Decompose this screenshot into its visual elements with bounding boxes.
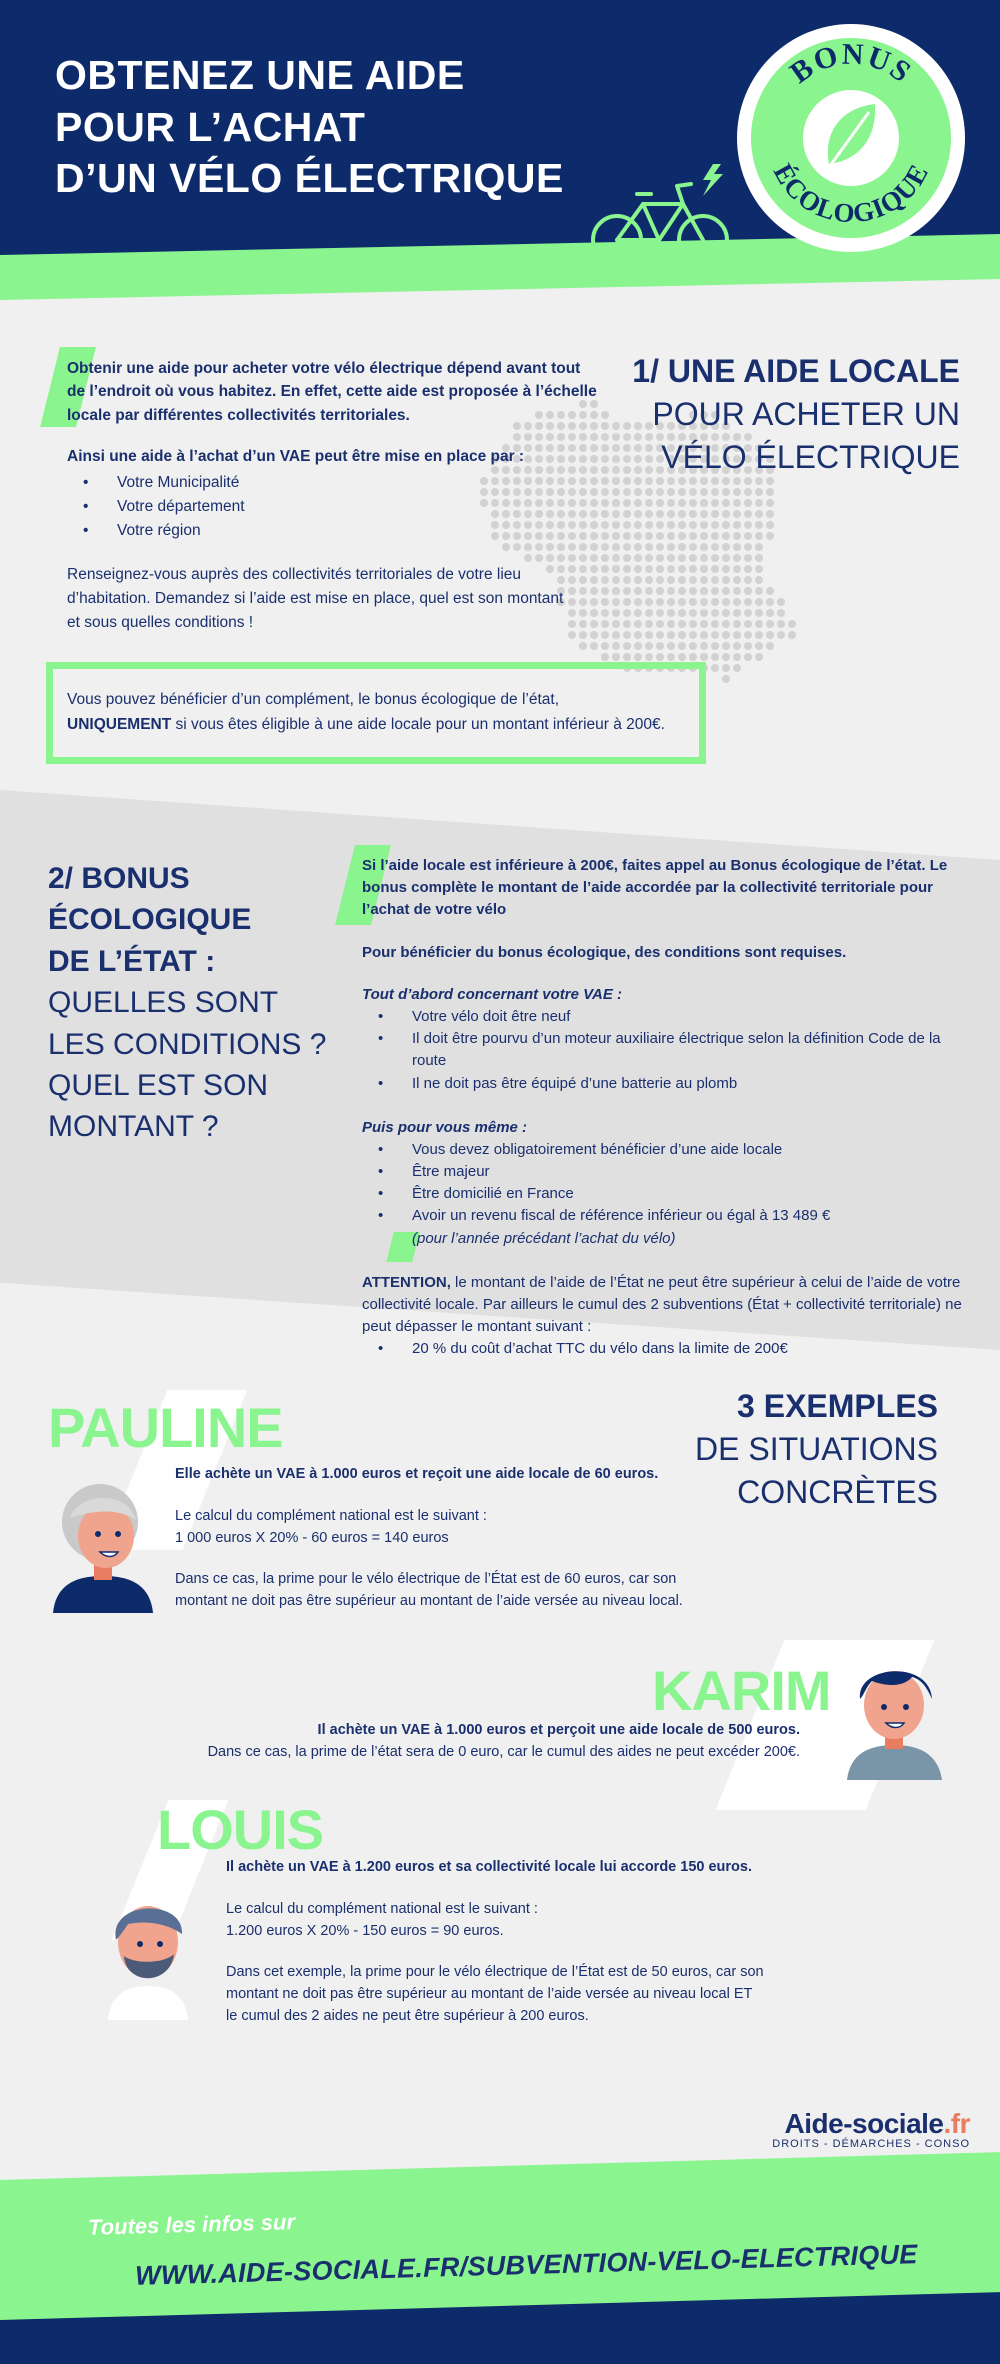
list-item: • Être majeur — [362, 1161, 962, 1183]
svg-text:ÉCOLOGIQUE: ÉCOLOGIQUE — [767, 158, 935, 229]
aide-sociale-logo[interactable]: Aide-sociale.fr DROITS - DÉMARCHES - CONSO — [772, 2108, 970, 2150]
you-heading: Puis pour vous même : — [362, 1118, 528, 1136]
vae-conditions-list — [362, 1006, 962, 1095]
footer-lead: Toutes les infos sur — [87, 2209, 296, 2240]
svg-text:BONUS: BONUS — [784, 37, 919, 90]
list-item: • Votre vélo doit être neuf — [362, 1006, 962, 1028]
section2-title: 2/ BONUS ÉCOLOGIQUE DE L’ÉTAT : QUELLES SONT LES CONDITIONS ? QUEL EST SON MONTANT ? — [48, 862, 327, 1144]
list-item: • Votre région — [67, 519, 467, 543]
list-item: • Il ne doit pas être équipé d’une batterie au plomb — [362, 1073, 962, 1095]
list-item: • Votre département — [67, 495, 467, 519]
examples-title: 3 EXEMPLES DE SITUATIONS CONCRÈTES — [695, 1388, 938, 1510]
revenue-note: (pour l’année précédant l’achat du vélo) — [412, 1229, 676, 1247]
list-item: • Avoir un revenu fiscal de référence inférieur ou égal à 13 489 € — [362, 1205, 962, 1227]
example-text-louis: Il achète un VAE à 1.200 euros et sa collectivité locale lui accorde 150 euros. Le calcul du complément national est le suivant : 1.200 euros X 20% - 150 euros = 90 euros. Dans cet exemple, la prime pour le vélo électrique de l’État est de 50 euros, car son montant ne doit pas être supérieur au montant de l’aide versée au niveau local ET le cumul des 2 aides ne peut être supérieur à 200 euros. — [226, 1859, 764, 2024]
personal-conditions-list — [362, 1139, 962, 1228]
section2-intro: Si l’aide locale est inférieure à 200€, faites appel au Bonus écologique de l’état. Le bonus complète le montant de l’aide accordée par la collectivité territoriale pour l’achat de votre vélo — [362, 857, 948, 919]
example-name-karim: KARIM — [652, 1659, 831, 1722]
example-name-louis: LOUIS — [157, 1798, 324, 1861]
example-text-karim: Il achète un VAE à 1.000 euros et perçoit une aide locale de 500 euros. Dans ce cas, la prime de l’état sera de 0 euro, car le cumul des aides ne peut excéder 200€. — [207, 1722, 800, 1760]
list-item: • Il doit être pourvu d’un moteur auxiliaire électrique selon la définition Code de la route — [362, 1028, 962, 1072]
pauline-avatar — [48, 1478, 158, 1613]
example-name-pauline: PAULINE — [48, 1396, 283, 1459]
louis-avatar — [98, 1890, 198, 2020]
attention-list — [362, 1338, 962, 1360]
page-title: OBTENEZ UNE AIDE POUR L’ACHAT D’UN VÉLO ÉLECTRIQUE — [55, 52, 564, 202]
list-item: • Vous devez obligatoirement bénéficier d’une aide locale — [362, 1139, 962, 1161]
attention-text: ATTENTION, le montant de l’aide de l’État ne peut être supérieur à celui de l’aide de votre collectivité locale. Par ailleurs le cumul des 2 subventions (État + collectivité territoriale) ne peut dépasser le montant suivant : — [362, 1273, 962, 1336]
list-item: • Votre Municipalité — [67, 471, 467, 495]
karim-avatar — [842, 1655, 947, 1780]
section1-lead: Ainsi une aide à l’achat d’un VAE peut être mise en place par : — [67, 448, 525, 465]
collectivites-list — [67, 471, 467, 543]
electric-bike-icon — [585, 160, 735, 272]
example-text-pauline: Elle achète un VAE à 1.000 euros et reçoit une aide locale de 60 euros. Le calcul du complément national est le suivant : 1 000 euros X 20% - 60 euros = 140 euros Dans ce cas, la prime pour le vélo électrique de l’État est de 60 euros, car son montant ne doit pas être supérieur au montant de l’aide versée au niveau local. — [175, 1466, 683, 1609]
bonus-ecologique-badge — [737, 24, 965, 252]
footer-url-link[interactable]: WWW.AIDE-SOCIALE.FR/SUBVENTION-VELO-ELECTRIQUE — [134, 2239, 919, 2291]
vae-heading: Tout d’abord concernant votre VAE : — [362, 985, 623, 1003]
section1-intro: Obtenir une aide pour acheter votre vélo électrique dépend avant tout de l’endroit où vous habitez. En effet, cette aide est proposée à l’échelle locale par différentes collectivités territoriales. — [67, 360, 597, 424]
highlight-box-text: Vous pouvez bénéficier d’un complément, le bonus écologique de l’état, UNIQUEMENT si vous êtes éligible à une aide locale pour un montant inférieur à 200€. — [67, 691, 665, 733]
section2-conditions: Pour bénéficier du bonus écologique, des conditions sont requises. — [362, 943, 847, 961]
section2-content — [362, 855, 962, 1361]
list-item: • 20 % du coût d’achat TTC du vélo dans la limite de 200€ — [362, 1338, 962, 1360]
section1-advice: Renseignez-vous auprès des collectivités territoriales de votre lieu d’habitation. Demandez si l’aide est mise en place, quel est son montant et sous quelles conditions ! — [67, 566, 564, 632]
leaf-icon — [737, 24, 965, 252]
section1-title: 1/ UNE AIDE LOCALE POUR ACHETER UN VÉLO ÉLECTRIQUE — [632, 353, 960, 476]
list-item: • Être domicilié en France — [362, 1183, 962, 1205]
